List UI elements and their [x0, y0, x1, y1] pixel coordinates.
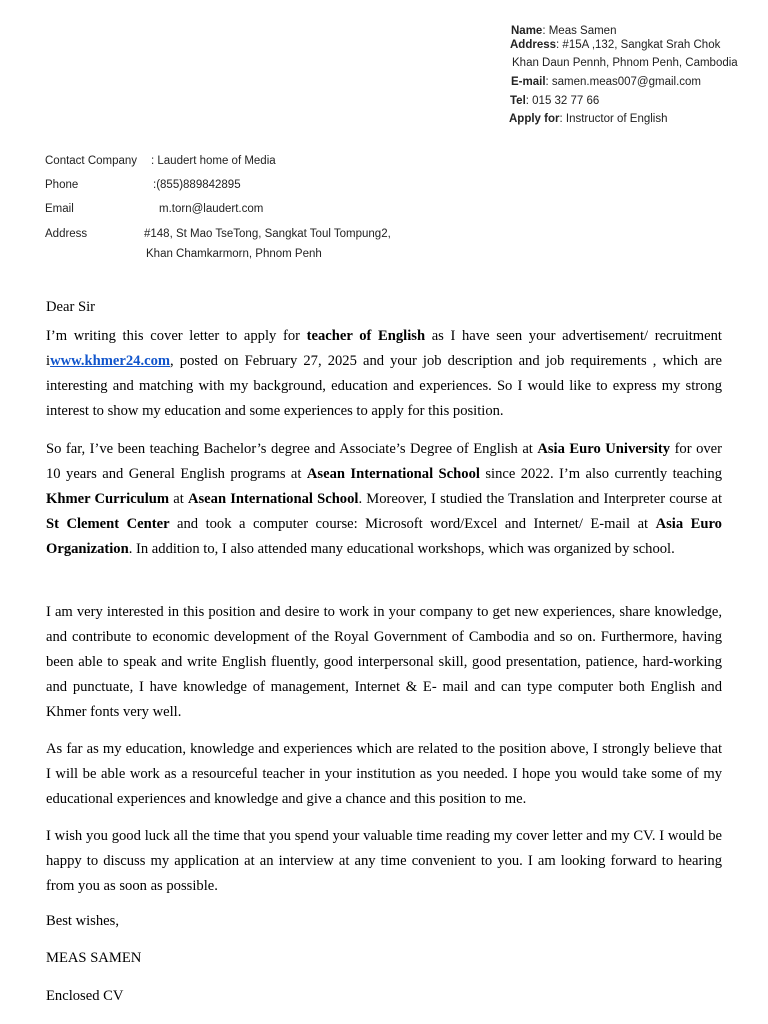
- p2-text-c: for over 10 years and General English programs at: [46, 441, 722, 482]
- p1-text-c: as I have seen your advertisement/ recruitment i: [46, 328, 722, 369]
- paragraph-4: As far as my education, knowledge and experiences which are related to the position above, I strongly believe that I will be able work as a resourceful teacher in your institution as you needed. I hope you would take some of my educational experiences and knowledge and give a chance and this position to me.: [46, 741, 722, 807]
- recipient-address-line2: Khan Chamkarmorn, Phnom Penh: [146, 248, 322, 260]
- sender-name-label: Name: [511, 25, 543, 37]
- sender-email-label: E-mail: [511, 76, 546, 88]
- p1-text-d: , posted on February 27, 2025 and your job description and job requirements , which are interesting and matching with my background, education and experiences. So I would like to express my strong interest to show my education and some experiences to apply for this position.: [46, 353, 722, 419]
- sender-address-label: Address: [510, 39, 557, 51]
- sender-apply-for: [509, 113, 668, 125]
- p2-text-k: and took a computer course: Microsoft word/Excel and Internet/ E-mail at: [169, 516, 656, 532]
- p2-school-2: Asean International School: [187, 491, 359, 507]
- website-link[interactable]: www.khmer24.com: [50, 353, 171, 369]
- recipient-phone-value: :(855)889842895: [153, 179, 241, 191]
- p2-text-i: . Moreover, I studied the Translation and Interpreter course at: [358, 491, 723, 507]
- recipient-company-label: Contact Company: [45, 155, 138, 167]
- p1-text-a: I’m writing this cover letter to apply for: [46, 328, 307, 344]
- signature: MEAS SAMEN: [46, 950, 142, 966]
- p2-text-a: So far, I’ve been teaching Bachelor’s degree and Associate’s Degree of English at: [46, 441, 538, 457]
- closing: Best wishes,: [46, 913, 119, 929]
- recipient-address-line1: #148, St Mao TseTong, Sangkat Toul Tompung2,: [144, 228, 391, 240]
- p2-organization: Asia Euro Organization: [46, 516, 722, 557]
- paragraph-5: I wish you good luck all the time that you spend your valuable time reading my cover letter and my CV. I would be happy to discuss my application at an interview at any time convenient to you. I am looking forward to hearing from you as soon as possible.: [46, 828, 722, 894]
- recipient-email-label: Email: [45, 203, 74, 215]
- sender-apply-label: Apply for: [509, 113, 560, 125]
- p2-curriculum: Khmer Curriculum: [46, 491, 170, 507]
- p1-position: teacher of English: [306, 328, 426, 344]
- salutation: Dear Sir: [46, 299, 96, 315]
- p2-text-e: since 2022. I’m also currently teaching: [479, 466, 723, 482]
- p2-text-g: at: [169, 491, 188, 507]
- sender-tel: [510, 95, 599, 107]
- paragraph-3: I am very interested in this position and desire to work in your company to get new experiences, share knowledge, and contribute to economic development of the Royal Government of Cambodia and so on. Furthermore, having been able to speak and write English fluently, good interpersonal skill, good presentation, patience, hard-working and punctuate, I have knowledge of management, Internet & E- mail and can type computer both English and Khmer fonts very well.: [46, 604, 722, 720]
- sender-email-value: : samen.meas007@gmail.com: [545, 76, 702, 88]
- recipient-phone-label: Phone: [45, 179, 79, 191]
- p2-school-1: Asean International School: [306, 466, 480, 482]
- sender-email: [511, 76, 701, 88]
- sender-name-value: : Meas Samen: [542, 25, 617, 37]
- sender-tel-label: Tel: [510, 95, 526, 107]
- sender-tel-value: : 015 32 77 66: [525, 95, 600, 107]
- recipient-company-value: : Laudert home of Media: [151, 155, 276, 167]
- p2-text-m: . In addition to, I also attended many educational workshops, which was organized by school.: [128, 541, 675, 557]
- p2-center: St Clement Center: [46, 516, 170, 532]
- recipient-email-value: m.torn@laudert.com: [159, 203, 264, 215]
- sender-apply-value: : Instructor of English: [559, 113, 668, 125]
- enclosure: Enclosed CV: [46, 988, 124, 1004]
- sender-address-line2: Khan Daun Pennh, Phnom Penh, Cambodia: [512, 57, 738, 69]
- p2-university: Asia Euro University: [537, 441, 671, 457]
- sender-name: [511, 25, 616, 37]
- paragraph-2: [46, 437, 722, 562]
- sender-address: [510, 39, 720, 51]
- recipient-address-label: Address: [45, 228, 88, 240]
- paragraph-1: [46, 324, 722, 424]
- sender-address-value: : #15A ,132, Sangkat Srah Chok: [556, 39, 721, 51]
